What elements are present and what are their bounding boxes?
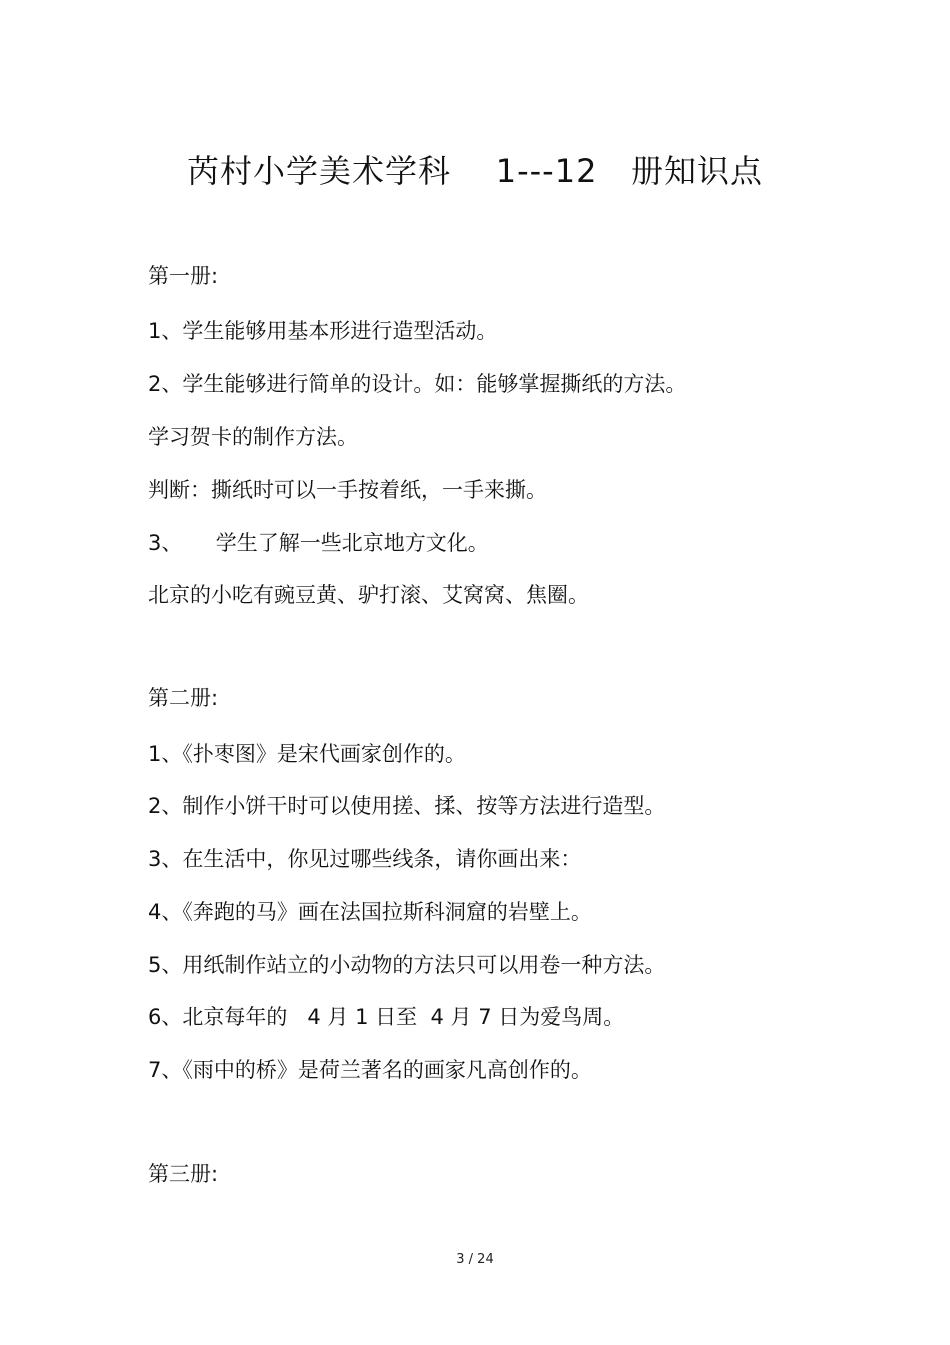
paragraph-line: 3、在生活中，你见过哪些线条，请你画出来： (148, 847, 582, 871)
paragraph-line: 1、学生能够用基本形进行造型活动。 (148, 319, 498, 343)
paragraph-line: 4、《奔跑的马》画在法国拉斯科洞窟的岩壁上。 (148, 900, 592, 924)
paragraph-line: 5、用纸制作站立的小动物的方法只可以用卷一种方法。 (148, 953, 666, 977)
paragraph-line: 3、 学生了解一些北京地方文化。 (148, 531, 489, 555)
paragraph-line: 判断：撕纸时可以一手按着纸，一手来撕。 (148, 478, 547, 502)
paragraph-line: 学习贺卡的制作方法。 (148, 425, 358, 449)
section-heading-book1: 第一册: (148, 264, 219, 288)
paragraph-line: 7、《雨中的桥》是荷兰著名的画家凡高创作的。 (148, 1058, 592, 1082)
paragraph-line: 1、《扑枣图》是宋代画家创作的。 (148, 742, 466, 766)
paragraph-line: 2、制作小饼干时可以使用搓、揉、按等方法进行造型。 (148, 794, 666, 818)
page-indicator: 3 / 24 (456, 1252, 494, 1267)
paragraph-line: 6、北京每年的 4 月 1 日至 4 月 7 日为爱鸟周。 (148, 1005, 625, 1029)
section-heading-book2: 第二册: (148, 686, 219, 710)
page-title: 芮村小学美术学科 1---12 册知识点 (187, 152, 763, 190)
section-heading-book3: 第三册: (148, 1162, 219, 1186)
paragraph-line: 2、学生能够进行简单的设计。如：能够掌握撕纸的方法。 (148, 372, 687, 396)
paragraph-line: 北京的小吃有豌豆黄、驴打滚、艾窝窝、焦圈。 (148, 583, 589, 607)
